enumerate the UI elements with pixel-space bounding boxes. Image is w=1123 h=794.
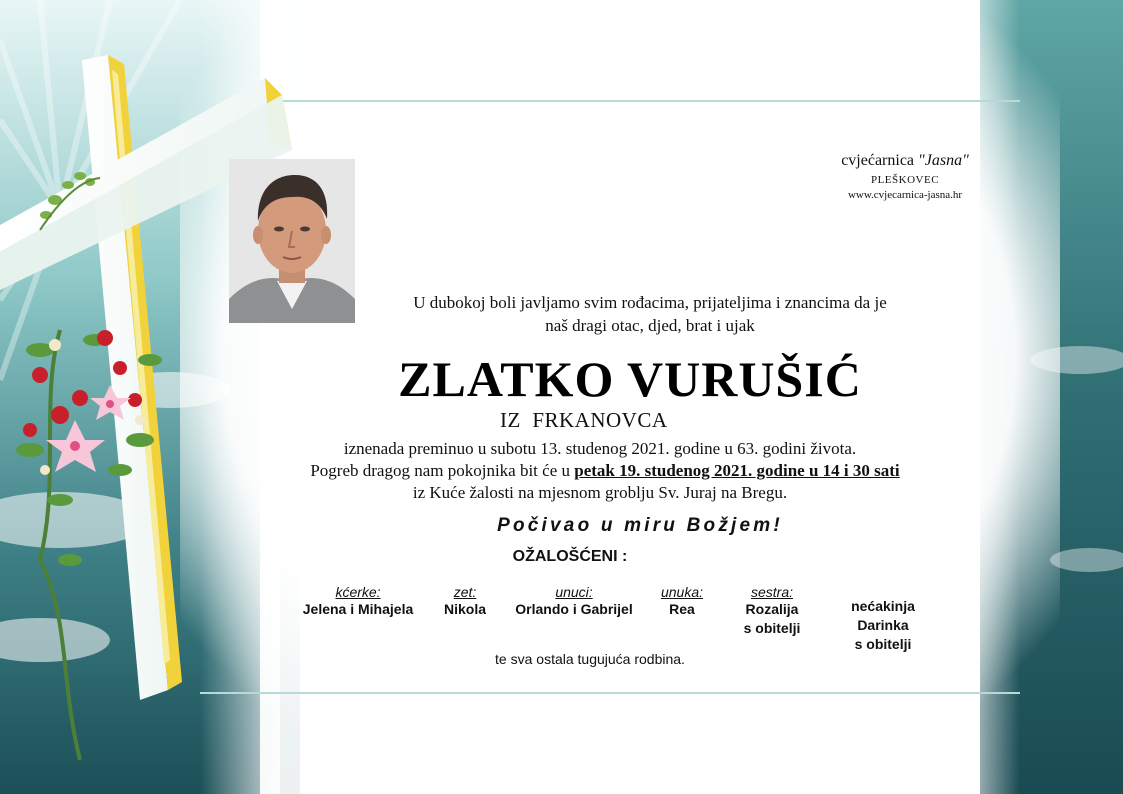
mourner-names-line2: Darinka <box>857 617 909 633</box>
mourner-label: unuka: <box>660 584 704 600</box>
rest-in-peace: Počivao u miru Božjem! <box>497 515 783 536</box>
mourner-names: Rea <box>669 601 695 617</box>
intro-line-2: naš dragi otac, djed, brat i ujak <box>545 316 755 335</box>
mourner-names-line2: s obitelji <box>743 620 801 636</box>
mourner-group-grandsons <box>498 584 650 619</box>
mourner-names: Rozalija <box>745 601 799 617</box>
mourner-group-son-in-law <box>432 584 498 619</box>
mourner-label: kćerke: <box>335 584 381 600</box>
florist-name-prefix: cvjećarnica <box>841 152 919 169</box>
mourner-names: Orlando i Gabrijel <box>515 601 633 617</box>
mourner-names-line3: s obitelji <box>854 636 912 652</box>
funeral-notice <box>220 461 990 481</box>
florist-name-brand: "Jasna" <box>918 152 969 169</box>
florist-name <box>780 152 1030 170</box>
mourner-names: Nikola <box>443 601 486 617</box>
funeral-place: iz Kuće žalosti na mjesnom groblju Sv. Juraj na Bregu. <box>412 483 788 502</box>
mourner-names: nećakinja <box>851 598 915 614</box>
mourner-label: unuci: <box>555 584 593 600</box>
deceased-name: ZLATKO VURUŠIĆ <box>398 351 862 407</box>
mourner-group-granddaughter <box>650 584 714 619</box>
mourner-label: sestra: <box>750 584 793 600</box>
mourner-group-sister <box>722 584 822 638</box>
mourner-group-daughters <box>284 584 432 619</box>
mourner-group-niece <box>828 597 938 654</box>
mourner-label: zet: <box>453 584 477 600</box>
funeral-prefix: Pogreb dragog nam pokojnika bit će u <box>310 461 575 480</box>
funeral-date: petak 19. studenog 2021. godine u 14 i 30 sati <box>574 461 900 480</box>
death-notice: iznenada preminuo u subotu 13. studenog 2021. godine u 63. godini života. <box>343 439 857 458</box>
intro-line-1: U dubokoj boli javljamo svim rođacima, prijateljima i znancima da je <box>413 293 887 312</box>
florist-city: PLEŠKOVEC <box>870 174 940 186</box>
florist-website: www.cvjecarnica-jasna.hr <box>847 189 963 201</box>
deceased-origin: IZ FRKANOVCA <box>500 408 668 432</box>
mourners-heading: OŽALOŠĆENI : <box>512 548 628 565</box>
closing-line: te sva ostala tugujuća rodbina. <box>495 651 685 667</box>
mourner-names: Jelena i Mihajela <box>302 601 414 617</box>
